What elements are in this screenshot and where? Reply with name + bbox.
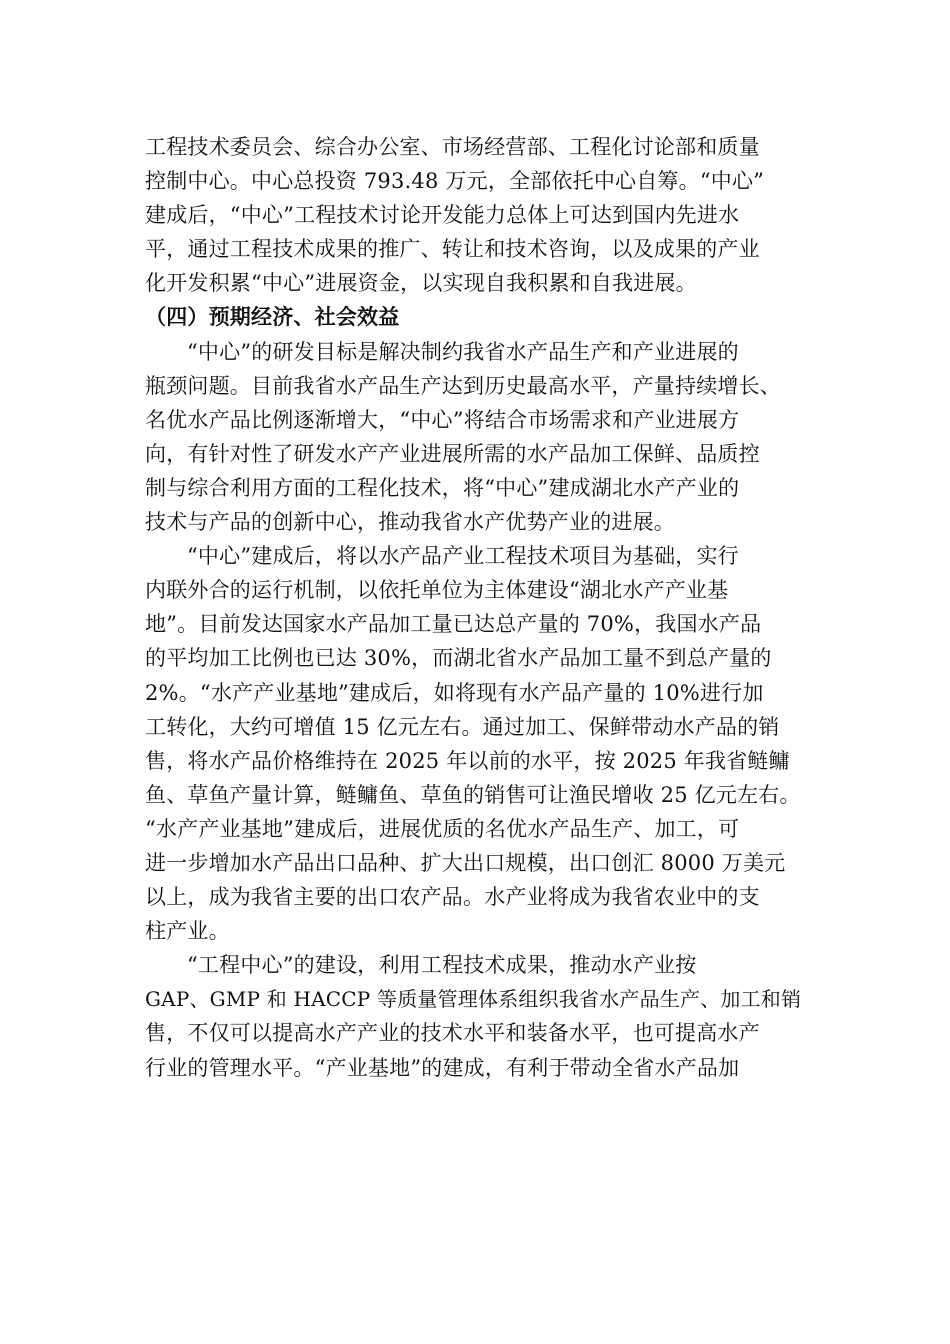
text-line: 行业的管理水平。“产业基地”的建成，有利于带动全省水产品加: [145, 1055, 740, 1080]
text-line: 地”。目前发达国家水产品加工量已达总产量的 70%，我国水产品: [145, 612, 762, 637]
text-line: 2%。“水产产业基地”建成后，如将现有水产品产量的 10%进行加: [145, 680, 764, 705]
text-line: “中心”建成后，将以水产品产业工程技术项目为基础，实行: [187, 544, 739, 569]
text-line: 进一步增加水产品出口品种、扩大出口规模，出口创汇 8000 万美元: [145, 850, 786, 875]
section-heading: （四）预期经济、社会效益: [145, 305, 400, 330]
text-line: 技术与产品的创新中心，推动我省水产优势产业的进展。: [145, 510, 675, 535]
text-line: 建成后，“中心”工程技术讨论开发能力总体上可达到国内先进水: [145, 203, 740, 228]
text-line: “水产产业基地”建成后，进展优质的名优水产品生产、加工，可: [145, 816, 740, 841]
text-line: 名优水产品比例逐渐增大，“中心”将结合市场需求和产业进展方: [145, 407, 740, 432]
text-line: “工程中心”的建设，利用工程技术成果，推动水产业按: [187, 953, 697, 978]
text-line: “中心”的研发目标是解决制约我省水产品生产和产业进展的: [187, 339, 739, 364]
text-line: 柱产业。: [145, 919, 230, 944]
text-line: 工程技术委员会、综合办公室、市场经营部、工程化讨论部和质量: [145, 135, 760, 159]
text-line: 向，有针对性了研发水产产业进展所需的水产品加工保鲜、品质控: [145, 441, 760, 466]
text-line: 售，不仅可以提高水产产业的技术水平和装备水平，也可提高水产: [145, 1021, 760, 1046]
text-line: 售，将水产品价格维持在 2025 年以前的水平，按 2025 年我省鲢鳙: [145, 748, 790, 773]
text-line: 瓶颈问题。目前我省水产品生产达到历史最高水平，产量持续增长、: [145, 373, 781, 398]
text-line: 化开发积累“中心”进展资金，以实现自我积累和自我进展。: [145, 271, 697, 296]
text-line: GAP、GMP 和 HACCP 等质量管理体系组织我省水产品生产、加工和销: [145, 987, 802, 1012]
text-line: 工转化，大约可增值 15 亿元左右。通过加工、保鲜带动水产品的销: [145, 714, 780, 739]
text-line: 以上，成为我省主要的出口农产品。水产业将成为我省农业中的支: [145, 885, 760, 910]
text-line: 的平均加工比例也已达 30%，而湖北省水产品加工量不到总产量的: [145, 646, 772, 671]
text-line: 内联外合的运行机制，以依托单位为主体建设“湖北水产产业基: [145, 578, 729, 603]
text-line: 控制中心。中心总投资 793.48 万元，全部依托中心自筹。“中心”: [145, 169, 765, 194]
text-line: 鱼、草鱼产量计算，鲢鳙鱼、草鱼的销售可让渔民增收 25 亿元左右。: [145, 782, 801, 807]
text-line: 平，通过工程技术成果的推广、转让和技术咨询，以及成果的产业: [145, 237, 760, 262]
body-text: [145, 130, 810, 1085]
text-line: 制与综合利用方面的工程化技术，将“中心”建成湖北水产产业的: [145, 475, 740, 500]
